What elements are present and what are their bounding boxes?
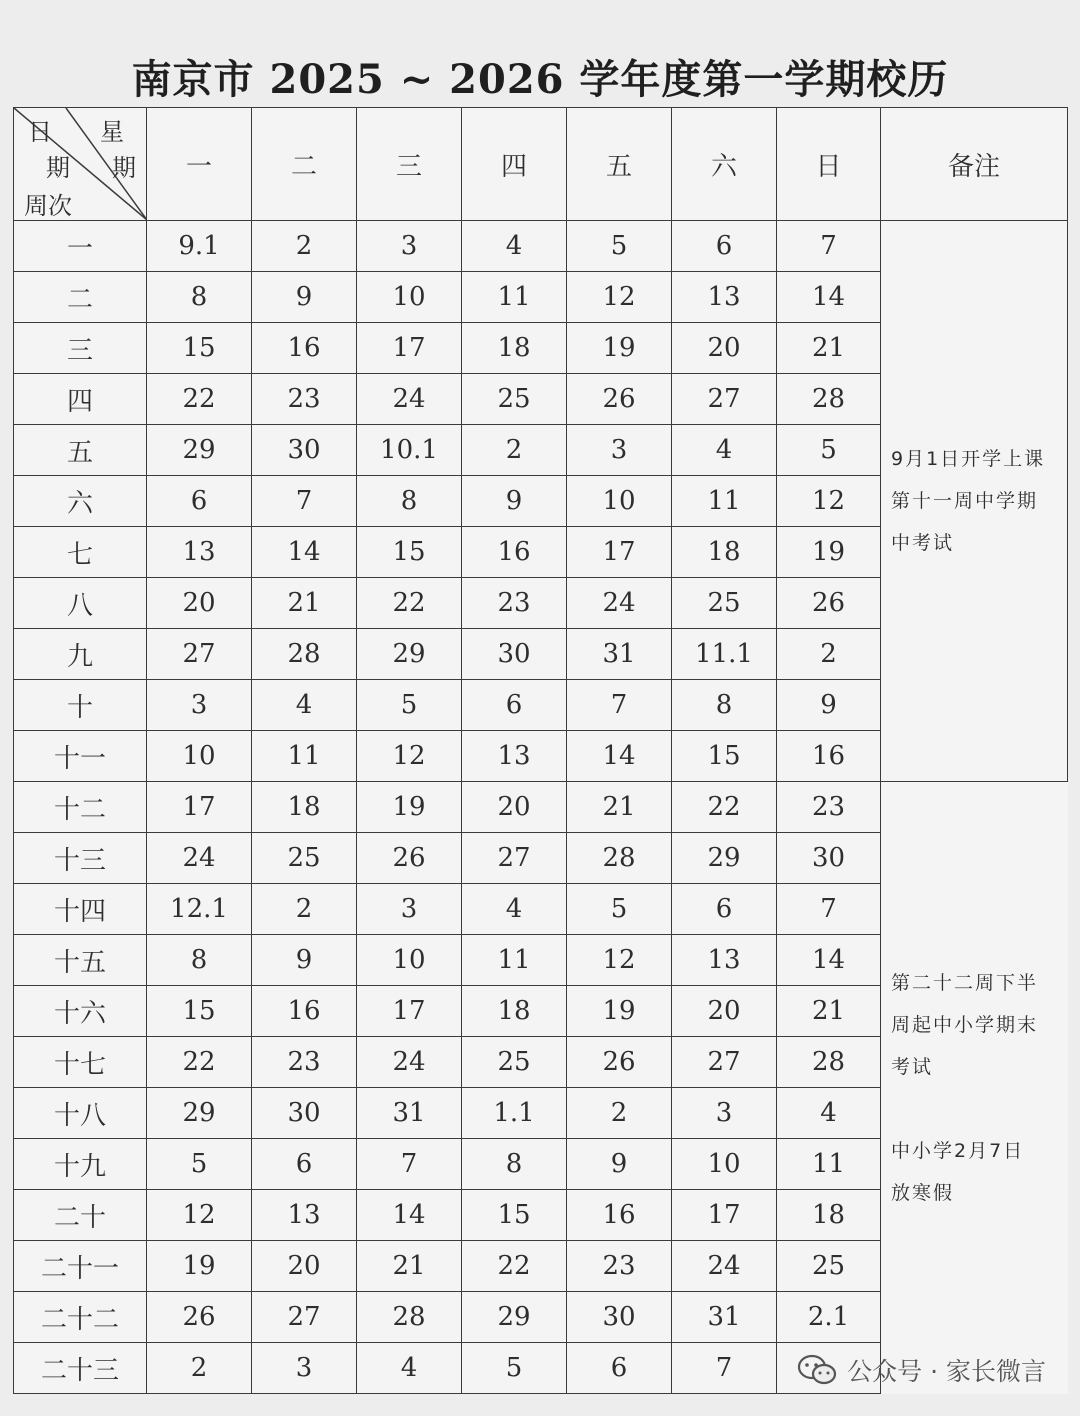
header-day-thu: 四 <box>462 108 567 221</box>
note-line: 第二十二周下半 <box>891 971 1039 994</box>
date-cell: 26 <box>357 833 462 884</box>
week-number-cell: 十二 <box>14 782 147 833</box>
date-cell: 2 <box>462 425 567 476</box>
date-cell: 14 <box>777 272 881 323</box>
date-cell: 4 <box>777 1088 881 1139</box>
date-cell: 24 <box>672 1241 777 1292</box>
date-cell: 18 <box>252 782 357 833</box>
week-number-cell: 十七 <box>14 1037 147 1088</box>
date-cell: 12 <box>567 272 672 323</box>
date-cell: 29 <box>357 629 462 680</box>
date-cell: 11 <box>672 476 777 527</box>
week-number-cell: 二 <box>14 272 147 323</box>
date-cell: 21 <box>252 578 357 629</box>
date-cell: 5 <box>147 1139 252 1190</box>
date-cell: 13 <box>252 1190 357 1241</box>
table-row <box>14 782 1068 833</box>
note-line: 第十一周中学期 <box>891 490 1039 512</box>
date-cell: 5 <box>567 221 672 272</box>
corner-star-label: 星 <box>100 118 124 146</box>
date-cell: 18 <box>672 527 777 578</box>
week-number-cell: 十五 <box>14 935 147 986</box>
date-cell: 27 <box>672 1037 777 1088</box>
week-number-cell: 二十 <box>14 1190 147 1241</box>
date-cell: 6 <box>252 1139 357 1190</box>
date-cell: 21 <box>777 986 881 1037</box>
note-line: 考试 <box>891 1055 934 1078</box>
date-cell: 23 <box>777 782 881 833</box>
date-cell: 28 <box>357 1292 462 1343</box>
table-row <box>14 221 1068 272</box>
date-cell: 1.1 <box>462 1088 567 1139</box>
week-number-cell: 二十二 <box>14 1292 147 1343</box>
date-cell: 24 <box>567 578 672 629</box>
date-cell: 8 <box>672 680 777 731</box>
date-cell: 17 <box>147 782 252 833</box>
week-number-cell: 五 <box>14 425 147 476</box>
date-cell: 3 <box>567 425 672 476</box>
date-cell: 13 <box>672 935 777 986</box>
date-cell: 30 <box>252 425 357 476</box>
date-cell: 26 <box>147 1292 252 1343</box>
date-cell: 25 <box>252 833 357 884</box>
date-cell: 27 <box>672 374 777 425</box>
date-cell: 17 <box>357 323 462 374</box>
date-cell: 26 <box>567 1037 672 1088</box>
date-cell: 16 <box>777 731 881 782</box>
date-cell: 31 <box>672 1292 777 1343</box>
date-cell: 8 <box>147 272 252 323</box>
corner-header-cell <box>14 108 147 221</box>
date-cell: 3 <box>357 884 462 935</box>
date-cell: 29 <box>147 425 252 476</box>
date-cell: 5 <box>567 884 672 935</box>
date-cell: 4 <box>462 221 567 272</box>
note-spacer <box>891 1088 1058 1130</box>
date-cell: 28 <box>567 833 672 884</box>
date-cell: 22 <box>672 782 777 833</box>
date-cell: 15 <box>147 323 252 374</box>
date-cell: 4 <box>672 425 777 476</box>
date-cell: 11 <box>462 935 567 986</box>
date-cell: 16 <box>252 986 357 1037</box>
date-cell: 19 <box>777 527 881 578</box>
date-cell: 16 <box>567 1190 672 1241</box>
date-cell: 4 <box>357 1343 462 1394</box>
date-cell: 27 <box>252 1292 357 1343</box>
date-cell: 10.1 <box>357 425 462 476</box>
date-cell: 3 <box>147 680 252 731</box>
date-cell: 19 <box>357 782 462 833</box>
date-cell: 29 <box>462 1292 567 1343</box>
date-cell: 6 <box>672 221 777 272</box>
calendar-body <box>14 221 1068 1394</box>
date-cell: 28 <box>777 374 881 425</box>
watermark <box>797 1352 1046 1388</box>
date-cell: 23 <box>567 1241 672 1292</box>
date-cell: 14 <box>567 731 672 782</box>
corner-period-label-right: 期 <box>112 154 136 182</box>
date-cell: 24 <box>147 833 252 884</box>
week-number-cell: 十三 <box>14 833 147 884</box>
date-cell: 8 <box>462 1139 567 1190</box>
week-number-cell: 二十三 <box>14 1343 147 1394</box>
date-cell: 3 <box>672 1088 777 1139</box>
week-number-cell: 十四 <box>14 884 147 935</box>
date-cell: 6 <box>147 476 252 527</box>
date-cell: 7 <box>357 1139 462 1190</box>
week-number-cell: 九 <box>14 629 147 680</box>
note-line: 中小学2月7日 <box>891 1139 1025 1162</box>
week-number-cell: 十一 <box>14 731 147 782</box>
date-cell: 13 <box>672 272 777 323</box>
date-cell: 22 <box>462 1241 567 1292</box>
week-number-cell: 十六 <box>14 986 147 1037</box>
date-cell: 10 <box>357 935 462 986</box>
week-number-cell: 一 <box>14 221 147 272</box>
date-cell: 17 <box>567 527 672 578</box>
date-cell: 30 <box>777 833 881 884</box>
date-cell: 5 <box>462 1343 567 1394</box>
date-cell: 21 <box>567 782 672 833</box>
date-cell: 7 <box>777 884 881 935</box>
date-cell: 2 <box>147 1343 252 1394</box>
date-cell: 16 <box>252 323 357 374</box>
date-cell: 5 <box>777 425 881 476</box>
date-cell: 15 <box>672 731 777 782</box>
date-cell: 22 <box>147 374 252 425</box>
date-cell: 19 <box>567 323 672 374</box>
date-cell: 10 <box>357 272 462 323</box>
date-cell: 26 <box>777 578 881 629</box>
corner-day-label: 日 <box>28 118 52 146</box>
date-cell: 11 <box>252 731 357 782</box>
date-cell: 27 <box>147 629 252 680</box>
date-cell: 18 <box>777 1190 881 1241</box>
corner-period-label: 期 <box>46 154 70 182</box>
date-cell: 25 <box>777 1241 881 1292</box>
date-cell: 20 <box>672 986 777 1037</box>
header-day-sun: 日 <box>777 108 881 221</box>
date-cell: 8 <box>357 476 462 527</box>
notes-first-half <box>881 221 1068 782</box>
date-cell: 14 <box>252 527 357 578</box>
week-number-cell: 三 <box>14 323 147 374</box>
date-cell: 18 <box>462 323 567 374</box>
date-cell: 12 <box>147 1190 252 1241</box>
page-title: 南京市 2025 ~ 2026 学年度第一学期校历 <box>131 56 949 103</box>
date-cell: 12 <box>777 476 881 527</box>
date-cell: 4 <box>252 680 357 731</box>
date-cell: 20 <box>147 578 252 629</box>
date-cell: 9 <box>567 1139 672 1190</box>
week-number-cell: 四 <box>14 374 147 425</box>
date-cell: 13 <box>147 527 252 578</box>
date-cell: 2 <box>252 884 357 935</box>
date-cell: 16 <box>462 527 567 578</box>
date-cell: 18 <box>462 986 567 1037</box>
school-calendar-table <box>13 107 1068 1394</box>
date-cell: 9.1 <box>147 221 252 272</box>
date-cell: 14 <box>357 1190 462 1241</box>
date-cell: 31 <box>357 1088 462 1139</box>
date-cell: 19 <box>567 986 672 1037</box>
date-cell: 9 <box>777 680 881 731</box>
corner-week-label: 周次 <box>24 192 72 220</box>
date-cell: 7 <box>777 221 881 272</box>
date-cell: 8 <box>147 935 252 986</box>
note-line: 周起中小学期末 <box>891 1013 1039 1036</box>
date-cell: 23 <box>462 578 567 629</box>
date-cell: 20 <box>672 323 777 374</box>
date-cell: 15 <box>462 1190 567 1241</box>
header-day-tue: 二 <box>252 108 357 221</box>
date-cell: 10 <box>147 731 252 782</box>
date-cell: 22 <box>357 578 462 629</box>
date-cell: 15 <box>147 986 252 1037</box>
header-notes: 备注 <box>881 108 1068 221</box>
date-cell: 11.1 <box>672 629 777 680</box>
week-number-cell: 七 <box>14 527 147 578</box>
date-cell: 31 <box>567 629 672 680</box>
date-cell: 12.1 <box>147 884 252 935</box>
date-cell: 22 <box>147 1037 252 1088</box>
date-cell: 4 <box>462 884 567 935</box>
date-cell: 29 <box>672 833 777 884</box>
date-cell: 12 <box>357 731 462 782</box>
date-cell: 28 <box>252 629 357 680</box>
date-cell: 6 <box>672 884 777 935</box>
date-cell: 14 <box>777 935 881 986</box>
date-cell: 30 <box>567 1292 672 1343</box>
date-cell: 9 <box>252 935 357 986</box>
week-number-cell: 六 <box>14 476 147 527</box>
date-cell: 7 <box>672 1343 777 1394</box>
date-cell: 20 <box>252 1241 357 1292</box>
date-cell: 29 <box>147 1088 252 1139</box>
header-day-sat: 六 <box>672 108 777 221</box>
date-cell: 21 <box>357 1241 462 1292</box>
date-cell: 10 <box>567 476 672 527</box>
date-cell: 11 <box>777 1139 881 1190</box>
date-cell: 3 <box>252 1343 357 1394</box>
date-cell: 7 <box>252 476 357 527</box>
week-number-cell: 二十一 <box>14 1241 147 1292</box>
week-number-cell: 十 <box>14 680 147 731</box>
week-number-cell: 十八 <box>14 1088 147 1139</box>
date-cell: 10 <box>672 1139 777 1190</box>
header-day-fri: 五 <box>567 108 672 221</box>
date-cell: 20 <box>462 782 567 833</box>
date-cell: 2 <box>567 1088 672 1139</box>
date-cell: 30 <box>252 1088 357 1139</box>
header-day-mon: 一 <box>147 108 252 221</box>
week-number-cell: 十九 <box>14 1139 147 1190</box>
date-cell: 5 <box>357 680 462 731</box>
note-line: 中考试 <box>891 532 955 554</box>
date-cell: 25 <box>672 578 777 629</box>
date-cell: 2 <box>252 221 357 272</box>
week-number-cell: 八 <box>14 578 147 629</box>
date-cell: 26 <box>567 374 672 425</box>
date-cell: 27 <box>462 833 567 884</box>
date-cell: 17 <box>672 1190 777 1241</box>
date-cell: 28 <box>777 1037 881 1088</box>
date-cell: 19 <box>147 1241 252 1292</box>
date-cell: 13 <box>462 731 567 782</box>
header-day-wed: 三 <box>357 108 462 221</box>
date-cell: 24 <box>357 1037 462 1088</box>
date-cell: 7 <box>567 680 672 731</box>
date-cell: 23 <box>252 374 357 425</box>
date-cell: 9 <box>462 476 567 527</box>
date-cell: 9 <box>252 272 357 323</box>
wechat-icon <box>797 1354 837 1386</box>
note-line: 放寒假 <box>891 1181 955 1204</box>
date-cell: 23 <box>252 1037 357 1088</box>
date-cell: 2 <box>777 629 881 680</box>
watermark-text: 公众号 · 家长微言 <box>847 1357 1046 1386</box>
date-cell: 6 <box>462 680 567 731</box>
date-cell: 25 <box>462 374 567 425</box>
date-cell: 6 <box>567 1343 672 1394</box>
date-cell: 3 <box>357 221 462 272</box>
date-cell: 11 <box>462 272 567 323</box>
note-line: 9月1日开学上课 <box>891 448 1046 470</box>
header-row <box>14 108 1068 221</box>
date-cell: 25 <box>462 1037 567 1088</box>
date-cell: 24 <box>357 374 462 425</box>
date-cell: 15 <box>357 527 462 578</box>
date-cell: 21 <box>777 323 881 374</box>
date-cell: 30 <box>462 629 567 680</box>
date-cell: 17 <box>357 986 462 1037</box>
notes-second-half <box>881 782 1068 1394</box>
date-cell: 12 <box>567 935 672 986</box>
date-cell: 2.1 <box>777 1292 881 1343</box>
